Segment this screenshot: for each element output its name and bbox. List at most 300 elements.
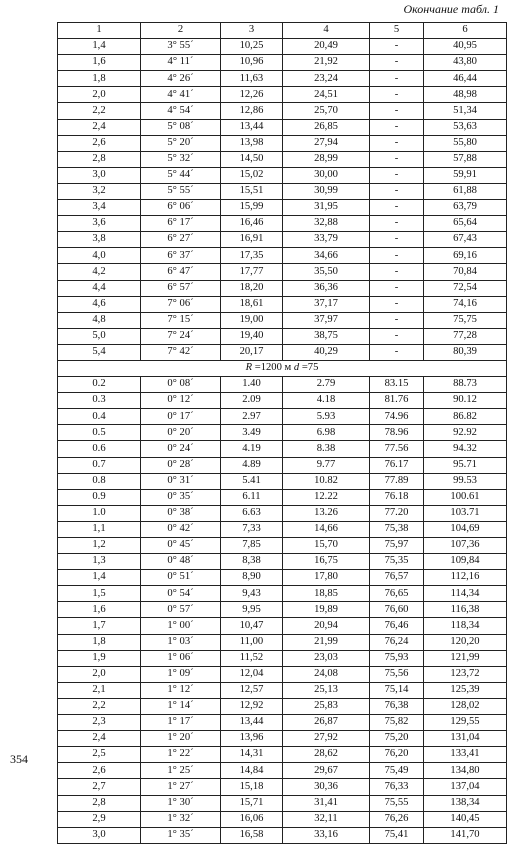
table-cell: 1° 22´ (141, 747, 221, 763)
table-cell: 1,8 (58, 71, 141, 87)
table-cell: 0.9 (58, 489, 141, 505)
table-cell: 0.8 (58, 473, 141, 489)
table-cell: 12,57 (221, 682, 283, 698)
table-cell: 0° 54´ (141, 586, 221, 602)
table-cell: 17,35 (221, 248, 283, 264)
table-cell: 14,31 (221, 747, 283, 763)
table-row (58, 264, 507, 280)
table-cell: 32,11 (283, 811, 370, 827)
table-cell: 76.17 (370, 457, 424, 473)
table-cell: 76,57 (370, 570, 424, 586)
table-cell: 40,95 (424, 39, 507, 55)
table-cell: 20,49 (283, 39, 370, 55)
table-cell: - (370, 119, 424, 135)
table-cell: 75,49 (370, 763, 424, 779)
table-cell: 10,25 (221, 39, 283, 55)
table-cell: 0° 42´ (141, 521, 221, 537)
table-cell: 1° 09´ (141, 666, 221, 682)
table-cell: 95.71 (424, 457, 507, 473)
table-cell: 4,6 (58, 296, 141, 312)
table-cell: 51,34 (424, 103, 507, 119)
table-cell: 74.96 (370, 409, 424, 425)
table-cell: 8,90 (221, 570, 283, 586)
table-cell: 5° 55´ (141, 183, 221, 199)
table-cell: 14,66 (283, 521, 370, 537)
table-cell: 75,97 (370, 538, 424, 554)
table-cell: 9,95 (221, 602, 283, 618)
table-cell: 131,04 (424, 731, 507, 747)
table-cell: 0° 28´ (141, 457, 221, 473)
table-cell: 76,65 (370, 586, 424, 602)
table-cell: 55,80 (424, 135, 507, 151)
table-cell: 81.76 (370, 393, 424, 409)
table-row (58, 409, 507, 425)
table-cell: 1,3 (58, 554, 141, 570)
table-cell: 3,6 (58, 216, 141, 232)
table-cell: 1° 27´ (141, 779, 221, 795)
table-cell: 23,03 (283, 650, 370, 666)
table-cell: 112,16 (424, 570, 507, 586)
table-cell: 121,99 (424, 650, 507, 666)
table-cell: 1° 17´ (141, 715, 221, 731)
header-row (58, 23, 507, 39)
table-cell: 104,69 (424, 521, 507, 537)
table-row (58, 71, 507, 87)
table-cell: 75,75 (424, 312, 507, 328)
table-cell: 76,46 (370, 618, 424, 634)
table-cell: 138,34 (424, 795, 507, 811)
table-cell: 3.49 (221, 425, 283, 441)
group2-body (58, 377, 507, 844)
table-row (58, 328, 507, 344)
table-cell: 57,88 (424, 151, 507, 167)
table-cell: 2.09 (221, 393, 283, 409)
table-cell: 4.18 (283, 393, 370, 409)
table-cell: 74,16 (424, 296, 507, 312)
radius-symbol: R (245, 362, 253, 374)
table-cell: 27,92 (283, 731, 370, 747)
table-row (58, 586, 507, 602)
table-cell: 2,0 (58, 87, 141, 103)
table-cell: 3° 55´ (141, 39, 221, 55)
table-cell: 6° 37´ (141, 248, 221, 264)
table-cell: - (370, 167, 424, 183)
table-cell: 0° 57´ (141, 602, 221, 618)
table-cell: 1,4 (58, 570, 141, 586)
table-cell: 63,79 (424, 200, 507, 216)
header-cell: 4 (283, 23, 370, 39)
table-row (58, 167, 507, 183)
table-cell: 125,39 (424, 682, 507, 698)
table-cell: 0° 20´ (141, 425, 221, 441)
table-cell: 21,99 (283, 634, 370, 650)
table-cell: 0° 45´ (141, 538, 221, 554)
table-cell: 65,64 (424, 216, 507, 232)
table-row (58, 554, 507, 570)
table-row (58, 344, 507, 360)
table-cell: 1,2 (58, 538, 141, 554)
table-cell: 141,70 (424, 827, 507, 843)
table-row (58, 747, 507, 763)
table-cell: 34,66 (283, 248, 370, 264)
table-cell: 11,52 (221, 650, 283, 666)
table-row (58, 183, 507, 199)
table-cell: 1° 35´ (141, 827, 221, 843)
table-cell: 5.41 (221, 473, 283, 489)
table-cell: 7° 24´ (141, 328, 221, 344)
table-cell: 123,72 (424, 666, 507, 682)
table-cell: 4,8 (58, 312, 141, 328)
table-cell: 40,29 (283, 344, 370, 360)
d-value: =75 (299, 362, 319, 374)
table-cell: 99.53 (424, 473, 507, 489)
table-cell: 2.97 (221, 409, 283, 425)
table-cell: 5° 44´ (141, 167, 221, 183)
table-row (58, 441, 507, 457)
table-cell: 5,0 (58, 328, 141, 344)
table-cell: - (370, 87, 424, 103)
table-cell: 0.6 (58, 441, 141, 457)
table-cell: 25,83 (283, 698, 370, 714)
table-cell: - (370, 280, 424, 296)
table-cell: 46,44 (424, 71, 507, 87)
table-cell: 94.32 (424, 441, 507, 457)
table-row (58, 312, 507, 328)
table-cell: 83.15 (370, 377, 424, 393)
section-row (58, 360, 507, 376)
table-cell: 0° 48´ (141, 554, 221, 570)
table-cell: 92.92 (424, 425, 507, 441)
header-cell: 1 (58, 23, 141, 39)
table-cell: 76,20 (370, 747, 424, 763)
table-cell: 15,99 (221, 200, 283, 216)
table-row (58, 119, 507, 135)
table-row (58, 151, 507, 167)
table-row (58, 473, 507, 489)
table-cell: 1° 14´ (141, 698, 221, 714)
table-cell: 2,4 (58, 119, 141, 135)
table-row (58, 457, 507, 473)
table-row (58, 634, 507, 650)
table-cell: - (370, 248, 424, 264)
table-cell: 0° 51´ (141, 570, 221, 586)
table-cell: - (370, 232, 424, 248)
table-cell: 1,4 (58, 39, 141, 55)
table-cell: 6.98 (283, 425, 370, 441)
table-cell: - (370, 151, 424, 167)
table-cell: 4,2 (58, 264, 141, 280)
table-cell: 16,06 (221, 811, 283, 827)
table-cell: 134,80 (424, 763, 507, 779)
table-row (58, 393, 507, 409)
table-cell: 3,0 (58, 827, 141, 843)
table-cell: 7,85 (221, 538, 283, 554)
table-cell: 88.73 (424, 377, 507, 393)
table-cell: 13.26 (283, 505, 370, 521)
table-cell: 5° 08´ (141, 119, 221, 135)
table-cell: 75,56 (370, 666, 424, 682)
table-cell: 2,2 (58, 103, 141, 119)
table-cell: 1° 06´ (141, 650, 221, 666)
table-cell: 12.22 (283, 489, 370, 505)
table-cell: 19,40 (221, 328, 283, 344)
table-cell: 1° 25´ (141, 763, 221, 779)
table-cell: 1,6 (58, 55, 141, 71)
table-cell: 61,88 (424, 183, 507, 199)
table-cell: 76,24 (370, 634, 424, 650)
table-cell: 11,00 (221, 634, 283, 650)
table-cell: 5.93 (283, 409, 370, 425)
table-cell: 3,8 (58, 232, 141, 248)
table-cell: 3,0 (58, 167, 141, 183)
table-row (58, 296, 507, 312)
table-cell: 2,6 (58, 135, 141, 151)
table-row (58, 538, 507, 554)
table-cell: 0.3 (58, 393, 141, 409)
table-cell: 4.89 (221, 457, 283, 473)
table-cell: 31,95 (283, 200, 370, 216)
table-cell: 4,0 (58, 248, 141, 264)
table-cell: 2,5 (58, 747, 141, 763)
table-row (58, 280, 507, 296)
table-cell: 3,4 (58, 200, 141, 216)
table-cell: 75,35 (370, 554, 424, 570)
table-cell: 4° 54´ (141, 103, 221, 119)
table-cell: 1,1 (58, 521, 141, 537)
table-cell: 0° 12´ (141, 393, 221, 409)
table-cell: 1,6 (58, 602, 141, 618)
table-row (58, 731, 507, 747)
table-cell: 76,38 (370, 698, 424, 714)
table-cell: 13,44 (221, 119, 283, 135)
table-cell: 1,9 (58, 650, 141, 666)
table-cell: 1° 03´ (141, 634, 221, 650)
table-cell: 2,1 (58, 682, 141, 698)
table-cell: 0° 31´ (141, 473, 221, 489)
table-cell: - (370, 312, 424, 328)
table-cell: - (370, 264, 424, 280)
table-cell: 11,63 (221, 71, 283, 87)
table-cell: 76,60 (370, 602, 424, 618)
header-cell: 5 (370, 23, 424, 39)
table-cell: 140,45 (424, 811, 507, 827)
table-cell: 1,5 (58, 586, 141, 602)
table-cell: 31,41 (283, 795, 370, 811)
table-cell: - (370, 55, 424, 71)
table-cell: 2.79 (283, 377, 370, 393)
table-cell: - (370, 39, 424, 55)
table-row (58, 200, 507, 216)
table-cell: 33,16 (283, 827, 370, 843)
table-cell: 20,17 (221, 344, 283, 360)
table-cell: 2,8 (58, 795, 141, 811)
table-cell: 77,28 (424, 328, 507, 344)
table-cell: 6° 47´ (141, 264, 221, 280)
table-cell: 15,51 (221, 183, 283, 199)
table-row (58, 425, 507, 441)
table-cell: 13,98 (221, 135, 283, 151)
table-cell: - (370, 200, 424, 216)
table-cell: 86.82 (424, 409, 507, 425)
table-cell: - (370, 296, 424, 312)
table-cell: 7° 42´ (141, 344, 221, 360)
header-cell: 3 (221, 23, 283, 39)
table-cell: 137,04 (424, 779, 507, 795)
table-cell: 15,02 (221, 167, 283, 183)
table-row (58, 827, 507, 843)
group1-body (58, 39, 507, 361)
table-cell: 2,7 (58, 779, 141, 795)
table-cell: 0.4 (58, 409, 141, 425)
table-cell: 43,80 (424, 55, 507, 71)
table-cell: 103.71 (424, 505, 507, 521)
table-cell: 4° 41´ (141, 87, 221, 103)
table-cell: 28,99 (283, 151, 370, 167)
table-cell: - (370, 183, 424, 199)
table-cell: 6.11 (221, 489, 283, 505)
table-cell: 67,43 (424, 232, 507, 248)
table-cell: 6° 17´ (141, 216, 221, 232)
table-cell: 118,34 (424, 618, 507, 634)
table-cell: 16,58 (221, 827, 283, 843)
table-cell: 4° 26´ (141, 71, 221, 87)
table-cell: 4.19 (221, 441, 283, 457)
radius-value: =1200 м (252, 362, 294, 374)
table-cell: 30,36 (283, 779, 370, 795)
table-cell: 109,84 (424, 554, 507, 570)
table-cell: 12,92 (221, 698, 283, 714)
table-cell: 2,9 (58, 811, 141, 827)
table-cell: 75,82 (370, 715, 424, 731)
table-cell: 2,4 (58, 731, 141, 747)
table-cell: 26,87 (283, 715, 370, 731)
table-cell: 5,4 (58, 344, 141, 360)
table-cell: 70,84 (424, 264, 507, 280)
table-row (58, 763, 507, 779)
table-cell: 6° 06´ (141, 200, 221, 216)
table-cell: 7° 06´ (141, 296, 221, 312)
table-cell: 75,14 (370, 682, 424, 698)
table-cell: 76,26 (370, 811, 424, 827)
table-cell: 6.63 (221, 505, 283, 521)
table-cell: 15,70 (283, 538, 370, 554)
table-cell: 21,92 (283, 55, 370, 71)
table-cell: 6° 57´ (141, 280, 221, 296)
table-cell: 116,38 (424, 602, 507, 618)
table-cell: 23,24 (283, 71, 370, 87)
table-cell: 24,51 (283, 87, 370, 103)
table-cell: 19,89 (283, 602, 370, 618)
table-cell: 0° 17´ (141, 409, 221, 425)
table-cell: 18,61 (221, 296, 283, 312)
table-cell: - (370, 328, 424, 344)
table-cell: 0° 08´ (141, 377, 221, 393)
table-cell: 24,08 (283, 666, 370, 682)
table-row (58, 618, 507, 634)
table-row (58, 39, 507, 55)
table-cell: 12,04 (221, 666, 283, 682)
table-cell: 37,97 (283, 312, 370, 328)
table-cell: 1° 30´ (141, 795, 221, 811)
table-cell: 107,36 (424, 538, 507, 554)
table-cell: 4,4 (58, 280, 141, 296)
table-cell: 17,77 (221, 264, 283, 280)
table-cell: 7,33 (221, 521, 283, 537)
table-cell: - (370, 71, 424, 87)
table-cell: 100.61 (424, 489, 507, 505)
table-cell: 15,18 (221, 779, 283, 795)
table-cell: 14,50 (221, 151, 283, 167)
table-row (58, 521, 507, 537)
table-row (58, 570, 507, 586)
table-row (58, 682, 507, 698)
table-cell: 0° 35´ (141, 489, 221, 505)
table-cell: 1.40 (221, 377, 283, 393)
table-cell: 16,46 (221, 216, 283, 232)
table-row (58, 232, 507, 248)
table-cell: 9,43 (221, 586, 283, 602)
table-cell: 48,98 (424, 87, 507, 103)
table-row (58, 55, 507, 71)
page-number: 354 (10, 752, 28, 766)
table-cell: 0.5 (58, 425, 141, 441)
table-cell: 1.0 (58, 505, 141, 521)
table-cell: - (370, 135, 424, 151)
table-cell: 16,75 (283, 554, 370, 570)
table-cell: 1° 12´ (141, 682, 221, 698)
table-cell: 10.82 (283, 473, 370, 489)
table-cell: 25,70 (283, 103, 370, 119)
table-cell: 25,13 (283, 682, 370, 698)
table-cell: 10,96 (221, 55, 283, 71)
section-heading (58, 360, 507, 376)
table-cell: 4° 11´ (141, 55, 221, 71)
table-cell: 33,79 (283, 232, 370, 248)
table-cell: 28,62 (283, 747, 370, 763)
table-cell: 30,99 (283, 183, 370, 199)
table-cell: 15,71 (221, 795, 283, 811)
table-cell: 38,75 (283, 328, 370, 344)
table-cell: 17,80 (283, 570, 370, 586)
table-cell: 75,20 (370, 731, 424, 747)
table-row (58, 489, 507, 505)
table-cell: 75,38 (370, 521, 424, 537)
table-cell: 75,41 (370, 827, 424, 843)
table-row (58, 216, 507, 232)
table-cell: 8.38 (283, 441, 370, 457)
table-cell: 0.2 (58, 377, 141, 393)
table-row (58, 87, 507, 103)
table-row (58, 715, 507, 731)
table-cell: 2,6 (58, 763, 141, 779)
table-cell: 7° 15´ (141, 312, 221, 328)
table-cell: 3,2 (58, 183, 141, 199)
table-cell: 32,88 (283, 216, 370, 232)
table-row (58, 811, 507, 827)
table-cell: 18,20 (221, 280, 283, 296)
table-cell: 0° 38´ (141, 505, 221, 521)
table-cell: - (370, 103, 424, 119)
table-cell: 76.18 (370, 489, 424, 505)
table-row (58, 602, 507, 618)
table-row (58, 650, 507, 666)
table-cell: 1° 00´ (141, 618, 221, 634)
table-cell: 2,2 (58, 698, 141, 714)
table-cell: 12,26 (221, 87, 283, 103)
table-row (58, 135, 507, 151)
table-cell: 1° 20´ (141, 731, 221, 747)
table-cell: 69,16 (424, 248, 507, 264)
